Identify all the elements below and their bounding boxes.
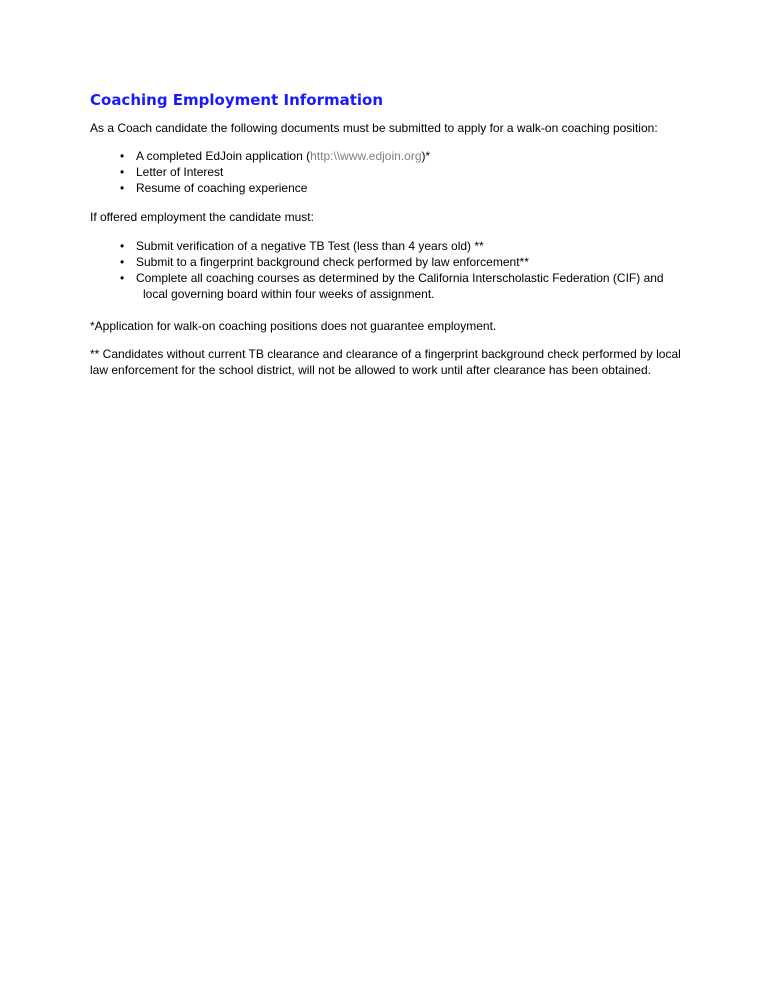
bullet-icon: • [120, 149, 125, 163]
list-item-text: Submit to a fingerprint background check performed by law enforcement** [136, 255, 529, 269]
edjoin-link[interactable]: http:\\www.edjoin.org [310, 149, 422, 163]
bullet-icon: • [120, 239, 125, 253]
list-item [120, 180, 690, 196]
list-item [120, 270, 690, 302]
requirements-list [90, 238, 690, 302]
bullet-icon: • [120, 181, 125, 195]
list-item [120, 254, 690, 270]
list-item [120, 148, 690, 164]
page-title: Coaching Employment Information [90, 91, 384, 109]
documents-list [90, 148, 690, 196]
list-item-text: Complete all coaching courses as determined by the California Interscholastic Federation (CIF) and [136, 271, 664, 285]
list-item [120, 238, 690, 254]
bullet-icon: • [120, 165, 125, 179]
list-item-text: A completed EdJoin application ( [136, 149, 311, 163]
list-item-text: )* [421, 149, 431, 163]
clearance-note: ** Candidates without current TB clearance and clearance of a fingerprint background check performed by local law enforcement for the school district, will not be allowed to work until after clearance has been obtained. [90, 347, 681, 377]
intro-paragraph: As a Coach candidate the following documents must be submitted to apply for a walk-on coaching position: [90, 121, 658, 135]
employment-note: *Application for walk-on coaching positions does not guarantee employment. [90, 319, 497, 333]
list-item-text: Resume of coaching experience [136, 181, 308, 195]
list-item-text: local governing board within four weeks of assignment. [143, 287, 435, 301]
list-item [120, 164, 690, 180]
list-item-text: Letter of Interest [136, 165, 224, 179]
bullet-icon: • [120, 255, 125, 269]
list-item-text: Submit verification of a negative TB Test (less than 4 years old) ** [136, 239, 484, 253]
bullet-icon: • [120, 271, 125, 285]
document-page [90, 90, 690, 378]
offer-intro-paragraph: If offered employment the candidate must: [90, 210, 314, 224]
